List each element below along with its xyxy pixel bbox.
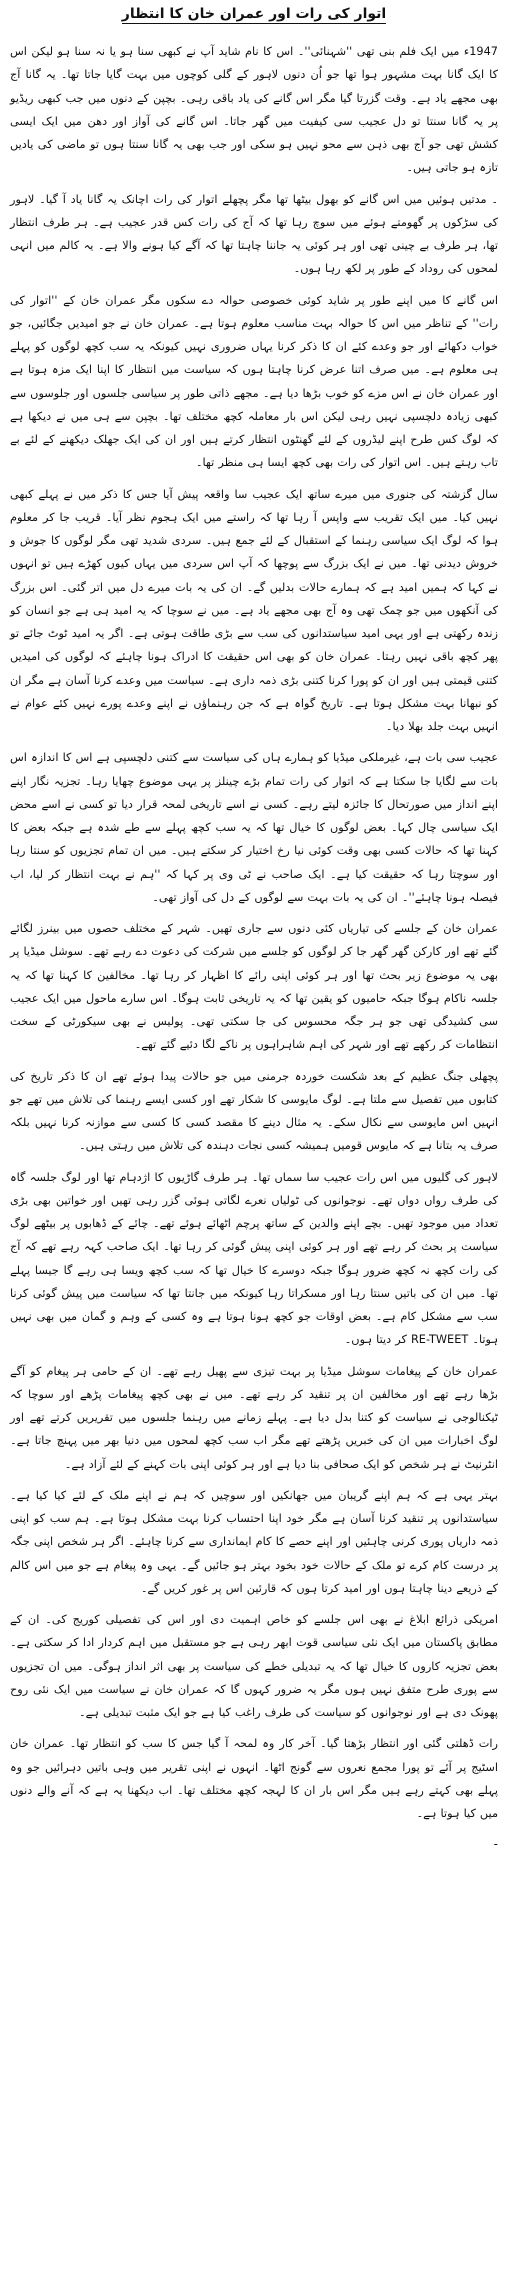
paragraph-7: پچھلی جنگ عظیم کے بعد شکست خوردہ جرمنی میں جو حالات پیدا ہوئے تھے ان کا ذکر تاریخ کی کتابوں میں تفصیل سے ملتا ہے۔ لوگ مایوسی کا شکار تھے اور کسی ایسے رہنما کی تلاش میں تھے جو انہیں اس مایوسی سے نکال سکے۔ یہ مثال دینے کا مقصد کسی کا کسی سے موازنہ کرنا نہیں بلکہ صرف یہ بتانا ہے کہ مایوس قومیں ہمیشہ کسی نجات دہندہ کی تلاش میں رہتی ہیں۔ (10, 1069, 498, 1153)
paragraph-10: بہتر یہی ہے کہ ہم اپنے گریبان میں جھانکیں اور سوچیں کہ ہم نے اپنے ملک کے لئے کیا کیا ہے۔ سیاستدانوں پر تنقید کرنا آسان ہے مگر خود اپنا احتساب کرنا بہت مشکل ہوتا ہے۔ ہم سب کو اپنی ذمہ داریاں پوری کرنی چاہئیں اور اپنے حصے کا کام ایمانداری سے کرنا چاہئے۔ اگر ہر شخص اپنی جگہ پر درست کام کرے تو ملک کے حالات خود بخود بہتر ہو جائیں گے۔ یہی وہ پیغام ہے جو میں اس کالم کے ذریعے دینا چاہتا ہوں اور امید کرتا ہوں کہ قارئین اس پر غور کریں گے۔ (10, 1488, 498, 1595)
paragraph-5: عجیب سی بات ہے، غیرملکی میڈیا کو ہمارے ہاں کی سیاست سے کتنی دلچسپی ہے اس کا اندازہ اس بات سے لگایا جا سکتا ہے کہ اتوار کی رات تمام بڑے چینلز پر یہی موضوع چھایا رہا۔ تجزیہ نگار اپنے اپنے انداز میں صورتحال کا جائزہ لیتے رہے۔ کسی نے اسے تاریخی لمحہ قرار دیا تو کسی نے اسے محض ایک سیاسی چال کہا۔ بعض لوگوں کا خیال تھا کہ یہ سب کچھ پہلے سے طے شدہ ہے جبکہ بعض کا کہنا تھا کہ حالات کسی بھی وقت کوئی نیا رخ اختیار کر سکتے ہیں۔ میں ان تمام تجزیوں کو سنتا رہا اور سوچتا رہا کہ حقیقت کیا ہے۔ ایک صاحب نے ٹی وی پر کہا کہ ''ہم نے بہت انتظار کر لیا، اب فیصلہ ہونا چاہئے''۔ ان کی یہ بات بہت سے لوگوں کے دل کی آواز تھی۔ (10, 751, 498, 904)
article-body (10, 40, 498, 1857)
paragraph-12: رات ڈھلتی گئی اور انتظار بڑھتا گیا۔ آخر کار وہ لمحہ آ گیا جس کا سب کو انتظار تھا۔ عمران خان اسٹیج پر آئے تو پورا مجمع نعروں سے گونج اٹھا۔ انہوں نے اپنی تقریر میں وہی باتیں دہرائیں جو وہ پہلے بھی کہتے رہے ہیں مگر اس بار ان کا لہجہ کچھ مختلف تھا۔ اب دیکھنا یہ ہے کہ آنے والے دنوں میں کیا ہوتا ہے۔ (10, 1737, 498, 1820)
article-headline (10, 4, 498, 26)
paragraph-4: سال گزشتہ کی جنوری میں میرے ساتھ ایک عجیب سا واقعہ پیش آیا جس کا ذکر میں نے پہلے کبھی نہیں کیا۔ میں ایک تقریب سے واپس آ رہا تھا کہ راستے میں ایک ہجوم نظر آیا۔ قریب جا کر معلوم ہوا کہ لوگ ایک سیاسی رہنما کے استقبال کے لئے جمع ہیں۔ سردی شدید تھی مگر لوگوں کا جوش و خروش دیدنی تھا۔ میں نے ایک بزرگ سے پوچھا کہ آپ اس سردی میں یہاں کیوں کھڑے ہیں تو انہوں نے کہا کہ ہمیں امید ہے کہ ہمارے حالات بدلیں گے۔ ان کی یہ بات میرے دل میں اتر گئی۔ اس بزرگ کی آنکھوں میں جو چمک تھی وہ آج بھی مجھے یاد ہے۔ میں نے سوچا کہ یہ امید ہی ہے جو انسان کو زندہ رکھتی ہے اور یہی امید سیاستدانوں کی سب سے بڑی طاقت ہوتی ہے۔ اگر یہ امید ٹوٹ جائے تو پھر کچھ باقی نہیں رہتا۔ عمران خان کو بھی اس حقیقت کا ادراک ہونا چاہئے کہ لوگوں کی امیدیں کتنی قیمتی ہیں اور ان کو پورا کرنا کتنی بڑی ذمہ داری ہے۔ سیاست میں وعدے کرنا آسان ہے مگر ان کو نبھانا بہت مشکل ہوتا ہے۔ تاریخ گواہ ہے کہ جن رہنماؤں نے اپنے وعدے پورے نہیں کئے عوام نے انہیں بہت جلد بھلا دیا۔ (10, 487, 498, 733)
paragraph-8: لاہور کی گلیوں میں اس رات عجیب سا سماں تھا۔ ہر طرف گاڑیوں کا اژدہام تھا اور لوگ جلسہ گاہ کی طرف رواں دواں تھے۔ نوجوانوں کی ٹولیاں نعرے لگاتی ہوئی گزر رہی تھیں اور خواتین بھی بڑی تعداد میں موجود تھیں۔ بچے اپنے والدین کے ساتھ پرچم اٹھائے ہوئے تھے۔ چائے کے ڈھابوں پر بیٹھے لوگ سیاست پر بحث کر رہے تھے اور ہر کوئی اپنی پیش گوئی کر رہا تھا۔ ایک صاحب کہہ رہے تھے کہ آج کی رات کچھ نہ کچھ ضرور ہوگا جبکہ دوسرے کا خیال تھا کہ سب کچھ ویسا ہی رہے گا جیسا پہلے تھا۔ میں ان کی باتیں سنتا رہا اور مسکراتا رہا کیونکہ میں جانتا تھا کہ سیاست میں پیش گوئی کرنا سب سے مشکل کام ہے۔ بعض اوقات جو کچھ ہونا ہوتا ہے وہ کسی کے وہم و گمان میں بھی نہیں ہوتا۔ RE-TWEET کر دیتا ہوں۔ (10, 1170, 498, 1347)
end-mark: - (493, 1837, 498, 1852)
paragraph-9: عمران خان کے پیغامات سوشل میڈیا پر بہت تیزی سے پھیل رہے تھے۔ ان کے حامی ہر پیغام کو آگے بڑھا رہے تھے اور مخالفین ان پر تنقید کر رہے تھے۔ میں نے بھی کچھ پیغامات پڑھے اور سوچا کہ ٹیکنالوجی نے سیاست کو کتنا بدل دیا ہے۔ پہلے زمانے میں رہنما جلسوں میں تقریریں کرتے تھے اور لوگ اخبارات میں ان کی خبریں پڑھتے تھے مگر اب سب کچھ لمحوں میں دنیا بھر میں پہنچ جاتا ہے۔ انٹرنیٹ نے ہر شخص کو ایک صحافی بنا دیا ہے اور ہر کوئی اپنی بات کہنے کے لئے آزاد ہے۔ (10, 1364, 498, 1471)
paragraph-6: عمران خان کے جلسے کی تیاریاں کئی دنوں سے جاری تھیں۔ شہر کے مختلف حصوں میں بینرز لگائے گئے تھے اور کارکن گھر گھر جا کر لوگوں کو جلسے میں شرکت کی دعوت دے رہے تھے۔ سوشل میڈیا پر بھی یہ موضوع زیر بحث تھا اور ہر کوئی اپنی رائے کا اظہار کر رہا تھا۔ مخالفین کا کہنا تھا کہ یہ جلسہ ناکام ہوگا جبکہ حامیوں کو یقین تھا کہ یہ تاریخی ثابت ہوگا۔ اس سارے ماحول میں ایک عجیب سی کشیدگی تھی جو ہر جگہ محسوس کی جا سکتی تھی۔ پولیس نے بھی سیکورٹی کے سخت انتظامات کر رکھے تھے اور شہر کی اہم شاہراہوں پر ناکے لگا دئیے گئے تھے۔ (10, 922, 498, 1052)
paragraph-2: ۔ مدتیں ہوئیں میں اس گانے کو بھول بیٹھا تھا مگر پچھلے اتوار کی رات اچانک یہ گانا یاد آ گیا۔ لاہور کی سڑکوں پر گھومتے ہوئے میں سوچ رہا تھا کہ آج کی رات کس قدر عجیب ہے۔ ہر طرف انتظار تھا، ہر طرف بے چینی تھی اور ہر کوئی یہ جاننا چاہتا تھا کہ آگے کیا ہونے والا ہے۔ یہ کالم میں انہی لمحوں کی روداد کے طور پر لکھ رہا ہوں۔ (10, 192, 498, 276)
paragraph-11: امریکی ذرائع ابلاغ نے بھی اس جلسے کو خاص اہمیت دی اور اس کی تفصیلی کوریج کی۔ ان کے مطابق پاکستان میں ایک نئی سیاسی قوت ابھر رہی ہے جو مستقبل میں اہم کردار ادا کر سکتی ہے۔ بعض تجزیہ کاروں کا خیال تھا کہ یہ تبدیلی خطے کی سیاست پر بھی اثر انداز ہوگی۔ میں ان تجزیوں سے پوری طرح متفق نہیں ہوں مگر یہ ضرور کہوں گا کہ عمران خان نے سیاست میں ایک نئی روح پھونک دی ہے اور نوجوانوں کو سیاست کی طرف راغب کیا ہے جو ایک مثبت تبدیلی ہے۔ (10, 1613, 498, 1719)
article-title: اتوار کی رات اور عمران خان کا انتظار (121, 6, 387, 22)
paragraph-1: 1947ء میں ایک فلم بنی تھی ''شہنائی''۔ اس کا نام شاید آپ نے کبھی سنا ہو یا نہ سنا ہو لیکن اس کا ایک گانا بہت مشہور ہوا تھا جو اُن دنوں لاہور کے گلی کوچوں میں بہت گایا جاتا تھا۔ یہ گانا آج بھی مجھے یاد ہے۔ وقت گزرتا گیا مگر اس گانے کی یاد باقی رہی۔ بچپن کے دنوں میں جب کبھی ریڈیو پر یہ گانا سنتا تو دل عجیب سی کیفیت میں گھر جاتا۔ اس گانے کی آواز اور دھن میں ایک ایسی کشش تھی جو آج بھی ذہن سے محو نہیں ہو سکی اور جب بھی یہ گانا سنتا ہوں تو ماضی کی یادیں تازہ ہو جاتی ہیں۔ (10, 45, 498, 175)
paragraph-3: اس گانے کا میں اپنے طور پر شاید کوئی خصوصی حوالہ دے سکوں مگر عمران خان کے ''اتوار کی رات'' کے تناظر میں اس کا حوالہ بہت مناسب معلوم ہوتا ہے۔ عمران خان نے جو امیدیں جگائیں، جو خواب دکھائے اور جو وعدے کئے ان کا ذکر کرنا یہاں ضروری نہیں کیونکہ یہ سب کچھ لوگوں کو پہلے ہی معلوم ہے۔ میں صرف اتنا عرض کرنا چاہتا ہوں کہ سیاست میں انتظار کا اپنا ایک مزہ ہوتا ہے اور عمران خان نے اس مزے کو خوب بڑھا دیا ہے۔ مجھے ذاتی طور پر سیاسی جلسوں اور جلوسوں سے کبھی زیادہ دلچسپی نہیں رہی لیکن اس بار معاملہ کچھ مختلف تھا۔ بچپن سے ہی میں نے دیکھا ہے کہ لوگ کس طرح اپنے لیڈروں کے لئے گھنٹوں انتظار کرتے ہیں اور ان کی ایک جھلک دیکھنے کے لئے بے تاب رہتے ہیں۔ اس اتوار کی رات بھی کچھ ایسا ہی منظر تھا۔ (10, 293, 498, 470)
